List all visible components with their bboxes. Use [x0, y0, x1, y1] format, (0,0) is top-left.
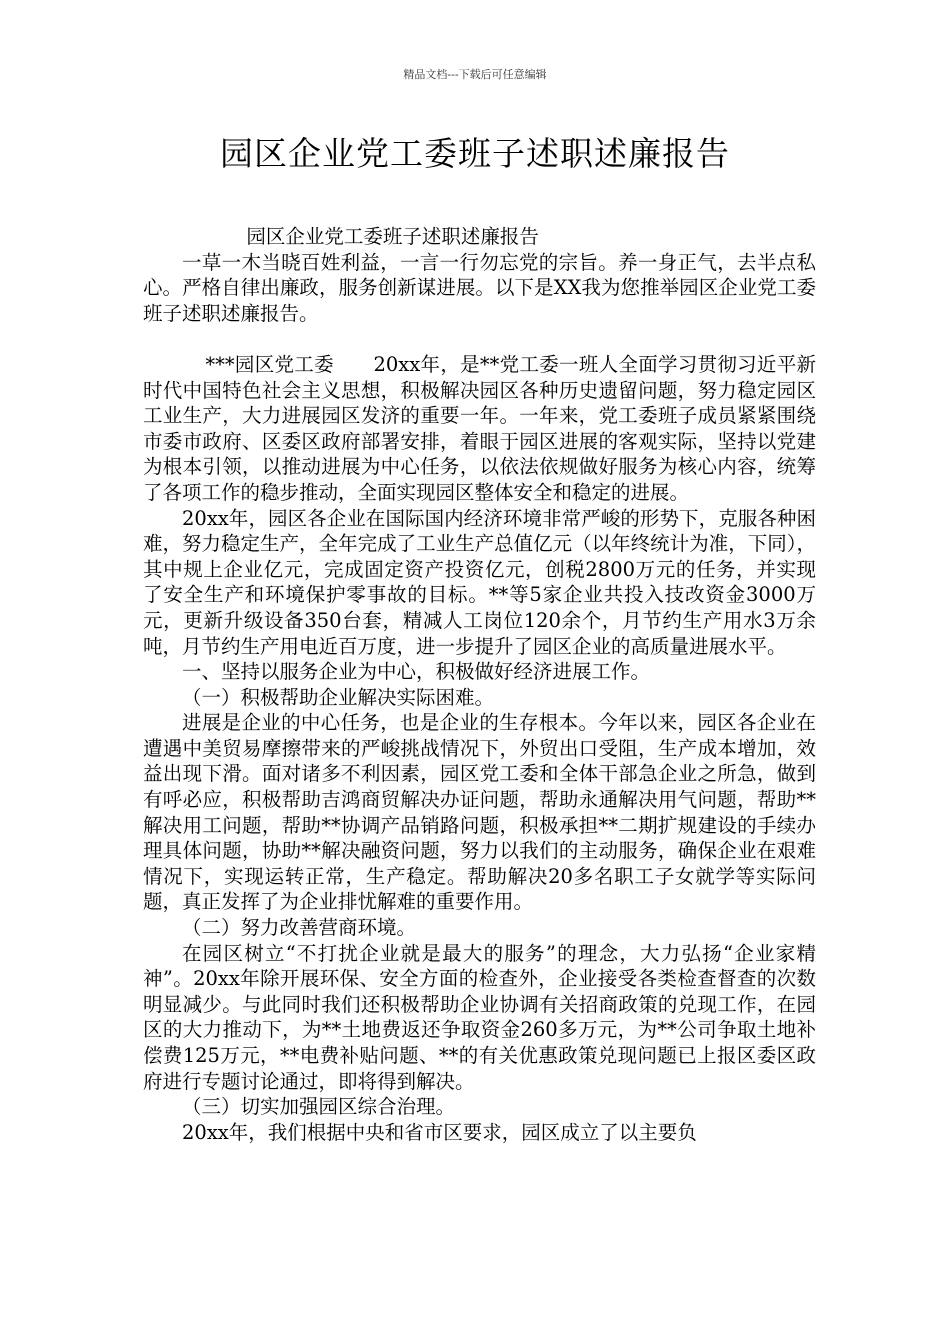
- section-heading-1: 一、坚持以服务企业为中心，积极做好经济进展工作。: [182, 660, 651, 684]
- body-subtitle: 园区企业党工委班子述职述廉报告: [246, 225, 539, 248]
- paragraph-overview: ***园区党工委 20xx年，是**党工委一班人全面学习贯彻习近平新时代中国特色社会主义思想，积极解决园区各种历史遗留问题，努力稳定园区工业生产，大力进展园区发济的重要一年。一年来，党工委班子成员紧紧围绕市委市政府、区委区政府部署安排，着眼于园区进展的客观实际，坚持以党建为根本引领，以推动进展为中心任务，以依法依规做好服务为核心内容，统筹了各项工作的稳步推动，全面实现园区整体安全和稳定的进展。: [143, 352, 816, 504]
- intro-paragraph: 一草一木当晓百姓利益，一言一行勿忘党的宗旨。养一身正气，去半点私心。严格自律出廉政，服务创新谋进展。以下是XX我为您推举园区企业党工委班子述职述廉报告。: [143, 250, 816, 325]
- document-title: 园区企业党工委班子述职述廉报告: [220, 134, 730, 173]
- subsection-heading-2: （二）努力改善营商环境。: [182, 916, 417, 940]
- paragraph-governance: 20xx年，我们根据中央和省市区要求，园区成立了以主要负: [182, 1120, 697, 1144]
- subsection-heading-3: （三）切实加强园区综合治理。: [182, 1095, 456, 1119]
- paragraph-results: 20xx年，园区各企业在国际国内经济环境非常严峻的形势下，克服各种困难，努力稳定生产，全年完成了工业生产总值亿元（以年终统计为准，下同），其中规上企业亿元，完成固定资产投资亿元，创税2800万元的任务，并实现了安全生产和环境保护零事故的目标。**等5家企业共投入技改资金3000万元，更新升级设备350台套，精减人工岗位120余个，月节约生产用水3万余吨，月节约生产用电近百万度，进一步提升了园区企业的高质量进展水平。: [143, 506, 816, 658]
- document-body: [143, 224, 816, 1145]
- page-header: 精品文档---下载后可任意编辑: [403, 68, 547, 81]
- paragraph-help-enterprises: 进展是企业的中心任务，也是企业的生存根本。今年以来，园区各企业在遭遇中美贸易摩擦带来的严峻挑战情况下，外贸出口受阻，生产成本增加，效益出现下滑。面对诸多不利因素，园区党工委和全体干部急企业之所急，做到有呼必应，积极帮助吉鸿商贸解决办证问题，帮助永通解决用气问题，帮助**解决用工问题，帮助**协调产品销路问题，积极承担**二期扩规建设的手续办理具体问题，协助**解决融资问题，努力以我们的主动服务，确保企业在艰难情况下，实现运转正常，生产稳定。帮助解决20多名职工子女就学等实际问题，真正发挥了为企业排忧解难的重要作用。: [143, 711, 816, 914]
- blank-line: [143, 326, 816, 352]
- subsection-heading-1: （一）积极帮助企业解决实际困难。: [182, 685, 495, 709]
- paragraph-business-environment: 在园区树立“不打扰企业就是最大的服务”的理念，大力弘扬“企业家精神”。20xx年除开展环保、安全方面的检查外，企业接受各类检查督查的次数明显减少。与此同时我们还积极帮助企业协调有关招商政策的兑现工作，在园区的大力推动下，为**土地费返还争取资金260多万元，为**公司争取土地补偿费125万元，**电费补贴问题、**的有关优惠政策兑现问题已上报区委区政府进行专题讨论通过，即将得到解决。: [143, 941, 816, 1093]
